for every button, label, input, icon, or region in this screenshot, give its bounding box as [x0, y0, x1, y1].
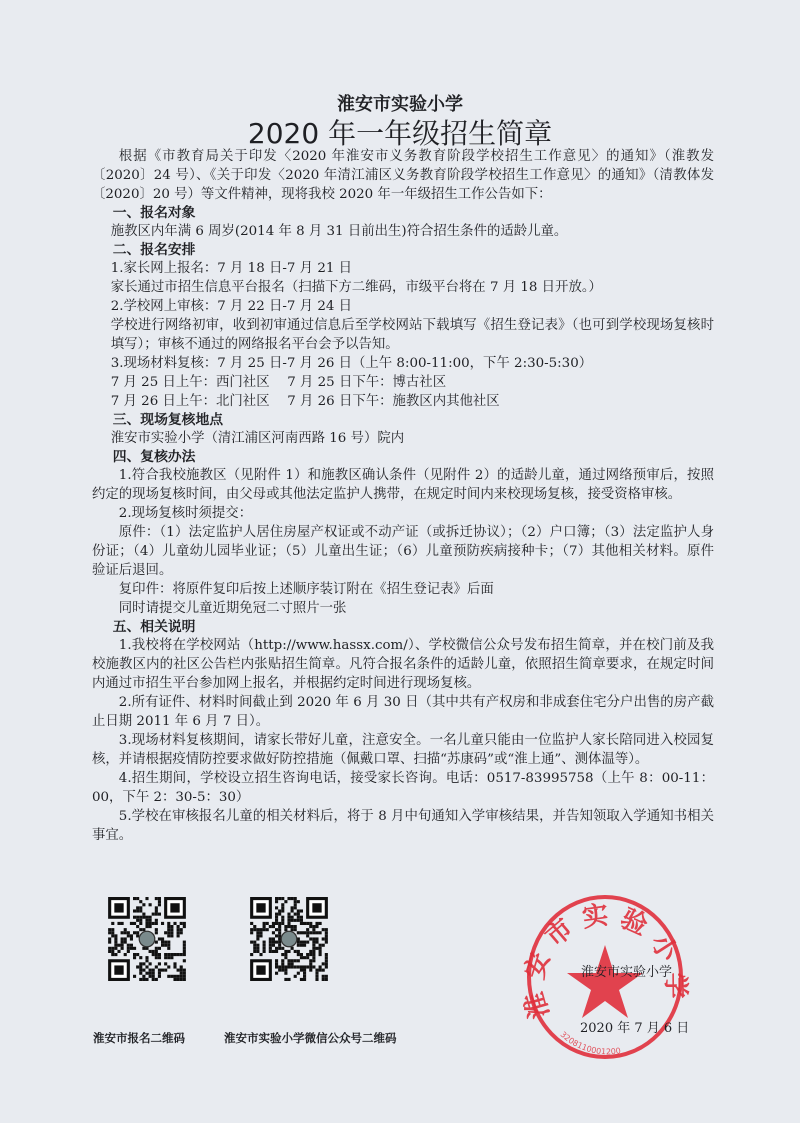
section-heading: 二、报名安排	[112, 242, 196, 258]
signature: 淮安市实验小学	[581, 965, 673, 980]
paragraph: 5.学校在审核报名儿童的相关材料后，将于 8 月中旬通知入学审核结果，并告知领取入学通知书相关事宜。	[92, 809, 714, 843]
paragraph: 1.符合我校施教区（见附件 1）和施教区确认条件（见附件 2）的适龄儿童，通过网络预审后，按照约定的现场复核时间，由父母或其他法定监护人携带，在规定时间内来校现场复核，接受资格审核。	[92, 468, 714, 502]
paragraph: 2.现场复核时须提交：	[118, 506, 253, 521]
section-heading: 五、相关说明	[112, 619, 196, 635]
paragraph: 2.学校网上审核：7 月 22 日-7 月 24 日	[110, 299, 353, 314]
intro-paragraph: 根据《市教育局关于印发〈2020 年淮安市义务教育阶段学校招生工作意见〉的通知》（淮教发〔2020〕24 号）、《关于印发〈2020 年清江浦区义务教育阶段学校招生工作意见〉的通知》（清教体发〔2020〕20 号）等文件精神，现将我校 2020 年一年级招生工作公告如下：	[92, 149, 714, 202]
paragraph: 家长通过市招生信息平台报名（扫描下方二维码，市级平台将在 7 月 18 日开放。）	[110, 280, 602, 295]
section-heading: 三、现场复核地点	[112, 412, 224, 428]
paragraph: 7 月 25 日上午：西门社区 7 月 25 日下午：博古社区	[110, 375, 447, 390]
document-body	[92, 147, 714, 845]
official-seal	[520, 895, 690, 1065]
paragraph: 学校进行网络初审，收到初审通过信息后至学校网站下载填写《招生登记表》（也可到学校现场复核时填写）；审核不通过的网络报名平台会予以告知。	[110, 318, 714, 352]
star-icon	[567, 945, 643, 1018]
wechat-qr-code[interactable]	[250, 897, 328, 981]
paragraph: 同时请提交儿童近期免冠二寸照片一张	[118, 601, 347, 616]
paragraph: 3.现场材料复核：7 月 25 日-7 月 26 日（上午 8:00-11:00，下午 2:30-5:30）	[110, 356, 593, 371]
paragraph: 1.家长网上报名：7 月 18 日-7 月 21 日	[110, 261, 353, 276]
school-name: 淮安市实验小学	[337, 94, 463, 115]
qr1-caption: 淮安市报名二维码	[93, 1031, 185, 1045]
registration-qr-code[interactable]	[108, 897, 186, 981]
paragraph: 施教区内年满 6 周岁(2014 年 8 月 31 日前出生)符合招生条件的适龄儿童。	[110, 224, 568, 239]
paragraph: 原件：（1）法定监护人居住房屋产权证或不动产证（或拆迁协议）；（2）户口簿；（3）法定监护人身份证；（4）儿童幼儿园毕业证；（5）儿童出生证；（6）儿童预防疾病接种卡；（7）其他相关材料。原件验证后退回。	[92, 525, 714, 578]
paragraph: 淮安市实验小学（清江浦区河南西路 16 号）院内	[110, 431, 405, 446]
document-title: 2020 年一年级招生简章	[247, 117, 553, 150]
svg-text:淮 安 市 实 验 小 学: 淮 安 市 实 验 小 学	[520, 900, 690, 1022]
section-heading: 一、报名对象	[112, 205, 196, 221]
paragraph: 3.现场材料复核期间，请家长带好儿童，注意安全。一名儿童只能由一位监护人家长陪同进入校园复核，并请根据疫情防控要求做好防控措施（佩戴口罩、扫描“苏康码”或“淮上通”、测体温等）。	[92, 733, 714, 767]
issue-date: 2020 年 7 月 6 日	[580, 1021, 690, 1036]
svg-text:3208110001200: 3208110001200	[558, 1029, 622, 1057]
paragraph: 2.所有证件、材料时间截止到 2020 年 6 月 30 日（其中共有产权房和非成套住宅分户出售的房产截止日期 2011 年 6 月 7 日）。	[92, 695, 714, 729]
paragraph: 7 月 26 日上午：北门社区 7 月 26 日下午：施教区内其他社区	[110, 394, 500, 409]
qr2-caption: 淮安市实验小学微信公众号二维码	[224, 1031, 397, 1045]
paragraph: 1.我校将在学校网站（http://www.hassx.com/）、学校微信公众号发布招生简章，并在校门前及我校施教区内的社区公告栏内张贴招生简章。凡符合报名条件的适龄儿童，依照招生简章要求，在规定时间内通过市招生平台参加网上报名，并根据约定时间进行现场复核。	[92, 638, 714, 691]
paragraph: 复印件：将原件复印后按上述顺序装订附在《招生登记表》后面	[118, 582, 494, 597]
section-heading: 四、复核办法	[112, 449, 196, 465]
paragraph: 4.招生期间，学校设立招生咨询电话，接受家长咨询。电话：0517-83995758（上午 8：00-11：00，下午 2：30-5：30）	[92, 771, 714, 805]
